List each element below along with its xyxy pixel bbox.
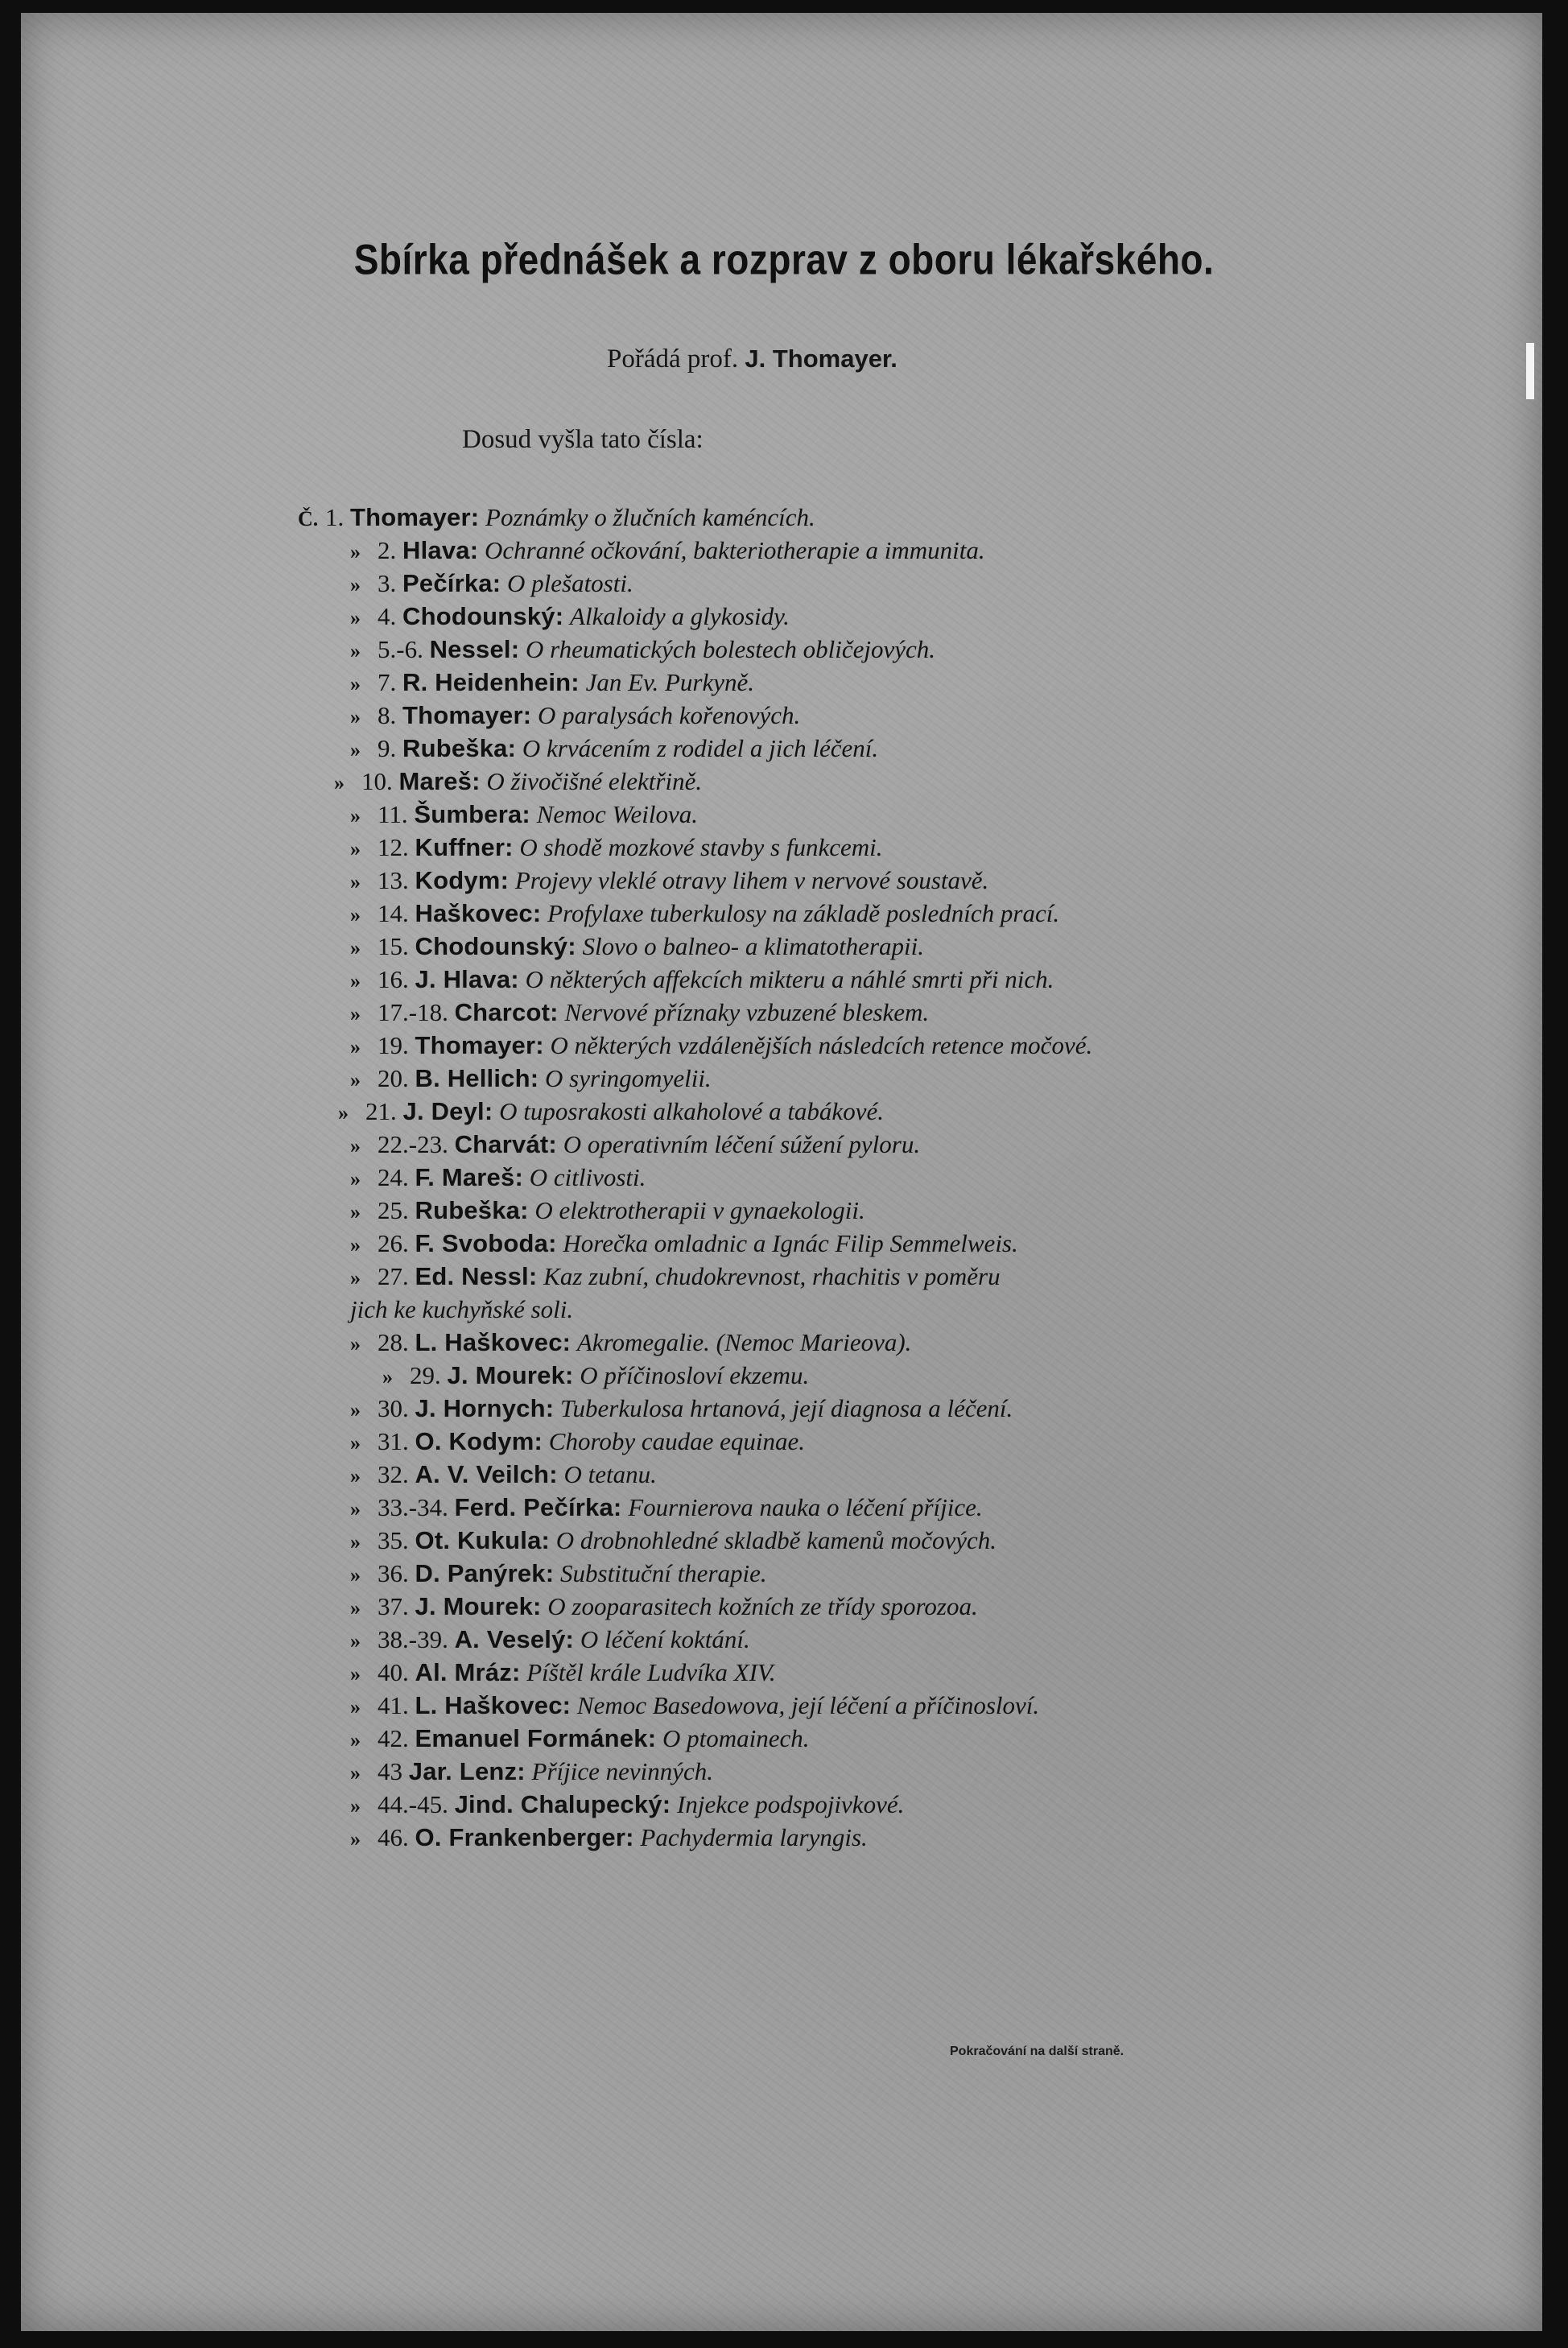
- entry-author: Haškovec: [415, 899, 533, 927]
- entry-mark: »: [350, 1695, 361, 1719]
- entry-mark: »: [350, 1002, 361, 1025]
- entry-mark: »: [350, 837, 361, 860]
- list-item: [0, 1821, 1568, 1854]
- list-item: [0, 1128, 1568, 1161]
- entry-work-title: Fournierova nauka o léčení příjice.: [628, 1493, 983, 1521]
- entry-mark: »: [350, 1596, 361, 1620]
- entry-work-title: O krvácením z rodidel a jich léčení.: [522, 734, 879, 762]
- entry-separator: :: [500, 866, 510, 894]
- entry-number: 21.: [365, 1097, 397, 1125]
- entry-separator: :: [548, 1229, 557, 1257]
- entry-mark: »: [350, 1563, 361, 1587]
- entry-number: 19.: [378, 1031, 409, 1059]
- entry-work-title: Slovo o balneo- a klimatotherapii.: [582, 932, 924, 960]
- entry-number: 9.: [378, 734, 397, 762]
- entry-mark: »: [350, 1266, 361, 1290]
- entry-author: Jind. Chalupecký: [454, 1790, 662, 1818]
- entry-number: 40.: [378, 1658, 409, 1686]
- intro-line: Dosud vyšla tato čísla:: [462, 425, 704, 454]
- entry-separator: :: [535, 1031, 544, 1059]
- entry-mark: »: [350, 1200, 361, 1224]
- entry-number: 3.: [378, 569, 397, 597]
- list-item: [0, 831, 1568, 864]
- list-item: [0, 1425, 1568, 1458]
- list-item: [0, 1392, 1568, 1425]
- list-item: [0, 1095, 1568, 1128]
- entry-separator: :: [548, 1130, 557, 1158]
- entry-author: F. Mareš: [415, 1163, 515, 1191]
- entry-number: 4.: [378, 602, 397, 630]
- entry-separator: :: [533, 1592, 542, 1620]
- entry-mark: »: [350, 672, 361, 695]
- entry-mark: »: [350, 1035, 361, 1058]
- entry-mark: »: [350, 1662, 361, 1686]
- entry-author: Pečírka: [402, 569, 493, 597]
- entry-number: 1.: [325, 503, 345, 531]
- list-item: [0, 963, 1568, 996]
- entry-number: 33.-34.: [378, 1493, 448, 1521]
- entry-work-title: O shodě mozkové stavby s funkcemi.: [519, 833, 883, 861]
- entry-separator: :: [522, 800, 530, 828]
- entry-number: 35.: [378, 1526, 409, 1554]
- entry-work-title: O ptomainech.: [662, 1724, 810, 1752]
- entry-number: 10.: [361, 767, 393, 795]
- entry-number: 37.: [378, 1592, 409, 1620]
- entry-author: R. Heidenhein: [402, 668, 571, 696]
- entry-author: J. Hornych: [415, 1394, 546, 1422]
- entry-work-title: O zooparasitech kožních ze třídy sporozoa.: [547, 1592, 978, 1620]
- entry-mark: »: [350, 606, 361, 629]
- entry-work-title: O elektrotherapii v gynaekologii.: [534, 1196, 865, 1224]
- list-item: [0, 1557, 1568, 1590]
- entry-separator: :: [625, 1823, 634, 1851]
- entry-separator: :: [662, 1790, 671, 1818]
- entry-work-title: O tetanu.: [563, 1460, 657, 1488]
- entry-mark: »: [350, 1332, 361, 1356]
- entry-work-title: Nervové příznaky vzbuzené bleskem.: [564, 998, 930, 1026]
- entry-work-title: O léčení koktání.: [580, 1625, 750, 1653]
- entry-separator: :: [567, 932, 576, 960]
- entry-work-title: Alkaloidy a glykosidy.: [570, 602, 790, 630]
- entry-number: 31.: [378, 1427, 409, 1455]
- list-item: [0, 1458, 1568, 1491]
- entry-separator: :: [549, 1460, 558, 1488]
- entry-separator: :: [613, 1493, 622, 1521]
- entry-number: 28.: [378, 1328, 409, 1356]
- entry-number: 24.: [378, 1163, 409, 1191]
- entry-number: 15.: [378, 932, 409, 960]
- entry-author: O. Frankenberger: [415, 1823, 626, 1851]
- list-item: [0, 1293, 1568, 1326]
- entry-mark: Č.: [298, 507, 319, 530]
- entry-mark: »: [350, 1794, 361, 1818]
- entry-separator: :: [565, 1361, 574, 1389]
- entry-work-title: Akromegalie. (Nemoc Marieova).: [576, 1328, 912, 1356]
- entry-number: 13.: [378, 866, 409, 894]
- entry-mark: »: [350, 1134, 361, 1157]
- entry-work-title: Ochranné očkování, bakteriotherapie a immunita.: [485, 536, 985, 564]
- entry-work-title: Profylaxe tuberkulosy na základě posledních prací.: [547, 899, 1060, 927]
- entry-mark: »: [350, 1497, 361, 1521]
- entry-separator: :: [520, 1196, 529, 1224]
- editor-prefix: Pořádá prof.: [607, 345, 739, 373]
- entry-number: 16.: [378, 965, 409, 993]
- list-item: [0, 930, 1568, 963]
- entry-author: Thomayer: [350, 503, 471, 531]
- entry-author: Chodounský: [415, 932, 568, 960]
- entry-author: Charcot: [454, 998, 551, 1026]
- entry-separator: :: [472, 767, 481, 795]
- entry-author: L. Haškovec: [415, 1691, 563, 1719]
- entry-author: Rubeška: [402, 734, 508, 762]
- list-item: [0, 1524, 1568, 1557]
- entry-author: Jar. Lenz: [408, 1757, 518, 1785]
- entry-mark: »: [350, 540, 361, 563]
- entry-mark: »: [350, 1233, 361, 1257]
- entry-work-title: O citlivosti.: [529, 1163, 646, 1191]
- entry-work-title: O příčinosloví ekzemu.: [580, 1361, 810, 1389]
- entry-work-title: Kaz zubní, chudokrevnost, rhachitis v poměru: [543, 1262, 1001, 1290]
- entry-number: 38.-39.: [378, 1625, 448, 1653]
- entry-mark: »: [350, 705, 361, 728]
- list-item: [0, 996, 1568, 1029]
- entry-separator: :: [522, 701, 532, 729]
- entry-work-title: Injekce podspojivkové.: [677, 1790, 905, 1818]
- entry-work-title: Pachydermia laryngis.: [640, 1823, 868, 1851]
- entry-work-title: Nemoc Weilova.: [536, 800, 699, 828]
- entry-work-title: Choroby caudae equinae.: [548, 1427, 806, 1455]
- entry-work-title: O živočišné elektřině.: [486, 767, 703, 795]
- entry-author: F. Svoboda: [415, 1229, 549, 1257]
- entry-separator: :: [571, 668, 580, 696]
- entry-number: 22.-23.: [378, 1130, 448, 1158]
- entry-work-title: Poznámky o žlučních kaméncích.: [485, 503, 815, 531]
- entry-number: 26.: [378, 1229, 409, 1257]
- entry-mark: »: [350, 1530, 361, 1554]
- entry-mark: »: [338, 1101, 349, 1124]
- entry-number: 20.: [378, 1064, 409, 1092]
- entry-work-title: Projevy vleklé otravy lihem v nervové soustavě.: [514, 866, 989, 894]
- list-item: [0, 1491, 1568, 1524]
- entry-mark: »: [350, 936, 361, 959]
- list-item: [0, 1755, 1568, 1788]
- entry-separator: :: [470, 503, 480, 531]
- list-item: [0, 501, 1568, 534]
- entry-author: J. Hlava: [415, 965, 511, 993]
- entry-author: Šumbera: [414, 800, 522, 828]
- entry-work-title: Substituční therapie.: [560, 1559, 767, 1587]
- entry-author: Chodounský: [402, 602, 555, 630]
- list-item: [0, 1722, 1568, 1755]
- entry-number: 43: [378, 1757, 402, 1785]
- list-item: [0, 699, 1568, 732]
- entry-separator: :: [484, 1097, 493, 1125]
- entry-separator: :: [528, 1262, 538, 1290]
- list-item: [0, 600, 1568, 633]
- entry-work-title: O plešatosti.: [507, 569, 633, 597]
- entry-mark: »: [350, 870, 361, 893]
- entry-separator: :: [550, 998, 559, 1026]
- entry-author: B. Hellich: [415, 1064, 530, 1092]
- publication-list: [0, 501, 1568, 1854]
- entry-mark: »: [350, 573, 361, 596]
- entry-author: D. Panýrek: [415, 1559, 546, 1587]
- entry-author: Ot. Kukula: [415, 1526, 542, 1554]
- entry-work-title: O operativním léčení súžení pyloru.: [563, 1130, 921, 1158]
- page-edge-mark: [1526, 343, 1534, 399]
- list-item: [0, 567, 1568, 600]
- entry-work-title: Horečka omladnic a Ignác Filip Semmelweis.: [563, 1229, 1018, 1257]
- entry-work-title: Příjice nevinných.: [531, 1757, 714, 1785]
- entry-mark: »: [350, 804, 361, 827]
- list-item: [0, 1227, 1568, 1260]
- entry-work-title: O některých affekcích mikteru a náhlé smrti při nich.: [525, 965, 1054, 993]
- entry-number: 29.: [410, 1361, 441, 1389]
- editor-name: J. Thomayer.: [745, 345, 897, 373]
- list-item: [0, 732, 1568, 765]
- entry-author: J. Mourek: [415, 1592, 534, 1620]
- collection-title: Sbírka přednášek a rozprav z oboru lékařského.: [353, 235, 1215, 283]
- continuation-note: Pokračování na další straně.: [950, 2045, 1124, 2058]
- entry-separator: :: [510, 635, 520, 663]
- list-item: [0, 1326, 1568, 1359]
- entry-author: Al. Mráz: [415, 1658, 512, 1686]
- entry-mark: »: [350, 1827, 361, 1851]
- entry-author: Hlava: [402, 536, 470, 564]
- entry-separator: :: [545, 1394, 555, 1422]
- entry-author: Charvát: [454, 1130, 549, 1158]
- entry-mark: »: [350, 1761, 361, 1785]
- entry-author: L. Haškovec: [415, 1328, 563, 1356]
- list-item: [0, 534, 1568, 567]
- entry-number: 12.: [378, 833, 409, 861]
- entry-author: Rubeška: [415, 1196, 521, 1224]
- entry-mark: »: [350, 903, 361, 926]
- entry-mark: »: [350, 1728, 361, 1752]
- entry-mark: »: [350, 1167, 361, 1191]
- entry-mark: »: [350, 1464, 361, 1488]
- entry-separator: :: [562, 1691, 571, 1719]
- entry-number: 30.: [378, 1394, 409, 1422]
- entry-work-title: Tuberkulosa hrtanová, její diagnosa a léčení.: [560, 1394, 1013, 1422]
- entry-number: 17.-18.: [378, 998, 448, 1026]
- entry-number: 41.: [378, 1691, 409, 1719]
- entry-separator: :: [517, 1757, 526, 1785]
- entry-work-title: O paralysách kořenových.: [538, 701, 801, 729]
- entry-separator: :: [545, 1559, 555, 1587]
- entry-number: 36.: [378, 1559, 409, 1587]
- entry-author: J. Mourek: [447, 1361, 566, 1389]
- entry-author: Kodym: [415, 866, 501, 894]
- entry-number: 2.: [378, 536, 397, 564]
- entry-number: 5.-6.: [378, 635, 423, 663]
- entry-author: J. Deyl: [402, 1097, 485, 1125]
- entry-mark: »: [350, 1629, 361, 1653]
- entry-separator: :: [562, 1328, 571, 1356]
- list-item: [0, 666, 1568, 699]
- list-item: [0, 897, 1568, 930]
- list-item: [0, 1161, 1568, 1194]
- entry-separator: :: [532, 899, 542, 927]
- entry-author: Mareš: [398, 767, 472, 795]
- entry-work-title: jich ke kuchyňské soli.: [350, 1295, 574, 1323]
- entry-mark: »: [350, 1068, 361, 1091]
- entry-separator: :: [507, 734, 517, 762]
- entry-mark: »: [350, 738, 361, 761]
- entry-separator: :: [505, 833, 514, 861]
- list-item: [0, 1623, 1568, 1656]
- entry-author: Thomayer: [402, 701, 523, 729]
- entry-mark: »: [334, 771, 345, 794]
- list-item: [0, 1689, 1568, 1722]
- entry-mark: »: [382, 1365, 393, 1389]
- entry-number: 7.: [378, 668, 397, 696]
- list-item: [0, 864, 1568, 897]
- entry-number: 44.-45.: [378, 1790, 448, 1818]
- list-item: [0, 1194, 1568, 1227]
- entry-number: 25.: [378, 1196, 409, 1224]
- entry-number: 27.: [378, 1262, 409, 1290]
- entry-separator: :: [469, 536, 479, 564]
- entry-number: 14.: [378, 899, 409, 927]
- entry-work-title: Nemoc Basedowova, její léčení a příčinosloví.: [576, 1691, 1040, 1719]
- entry-author: Ferd. Pečírka: [454, 1493, 613, 1521]
- entry-separator: :: [514, 1163, 523, 1191]
- entry-author: Emanuel Formánek: [415, 1724, 648, 1752]
- entry-author: Kuffner: [415, 833, 505, 861]
- entry-separator: :: [541, 1526, 551, 1554]
- entry-number: 32.: [378, 1460, 409, 1488]
- list-item: [0, 1260, 1568, 1293]
- list-item: [0, 765, 1568, 798]
- editor-line: [607, 345, 897, 374]
- entry-mark: »: [350, 969, 361, 992]
- entry-number: 46.: [378, 1823, 409, 1851]
- entry-separator: :: [530, 1064, 539, 1092]
- entry-separator: :: [565, 1625, 575, 1653]
- entry-number: 11.: [378, 800, 408, 828]
- list-item: [0, 1062, 1568, 1095]
- list-item: [0, 1788, 1568, 1821]
- entry-separator: :: [511, 1658, 521, 1686]
- entry-separator: :: [647, 1724, 657, 1752]
- entry-mark: »: [350, 1431, 361, 1455]
- entry-work-title: O některých vzdálenějších následcích retence močové.: [550, 1031, 1093, 1059]
- list-item: [0, 1359, 1568, 1392]
- list-item: [0, 633, 1568, 666]
- entry-separator: :: [555, 602, 564, 630]
- list-item: [0, 1029, 1568, 1062]
- entry-separator: :: [492, 569, 501, 597]
- entry-work-title: O drobnohledné skladbě kamenů močových.: [555, 1526, 997, 1554]
- list-item: [0, 798, 1568, 831]
- entry-work-title: O syringomyelii.: [545, 1064, 712, 1092]
- list-item: [0, 1656, 1568, 1689]
- entry-author: O. Kodym: [415, 1427, 534, 1455]
- entry-work-title: Píštěl krále Ludvíka XIV.: [526, 1658, 776, 1686]
- entry-work-title: Jan Ev. Purkyně.: [585, 668, 755, 696]
- entry-author: A. Veselý: [454, 1625, 566, 1653]
- entry-author: Ed. Nessl: [415, 1262, 529, 1290]
- entry-author: A. V. Veilch: [415, 1460, 550, 1488]
- entry-separator: :: [534, 1427, 543, 1455]
- entry-author: Thomayer: [415, 1031, 536, 1059]
- list-item: [0, 1590, 1568, 1623]
- entry-number: 42.: [378, 1724, 409, 1752]
- entry-mark: »: [350, 639, 361, 662]
- entry-separator: :: [510, 965, 519, 993]
- entry-work-title: O tuposrakosti alkaholové a tabákové.: [499, 1097, 884, 1125]
- entry-author: Nessel: [429, 635, 511, 663]
- entry-work-title: O rheumatických bolestech obličejových.: [526, 635, 936, 663]
- entry-number: 8.: [378, 701, 397, 729]
- entry-mark: »: [350, 1398, 361, 1422]
